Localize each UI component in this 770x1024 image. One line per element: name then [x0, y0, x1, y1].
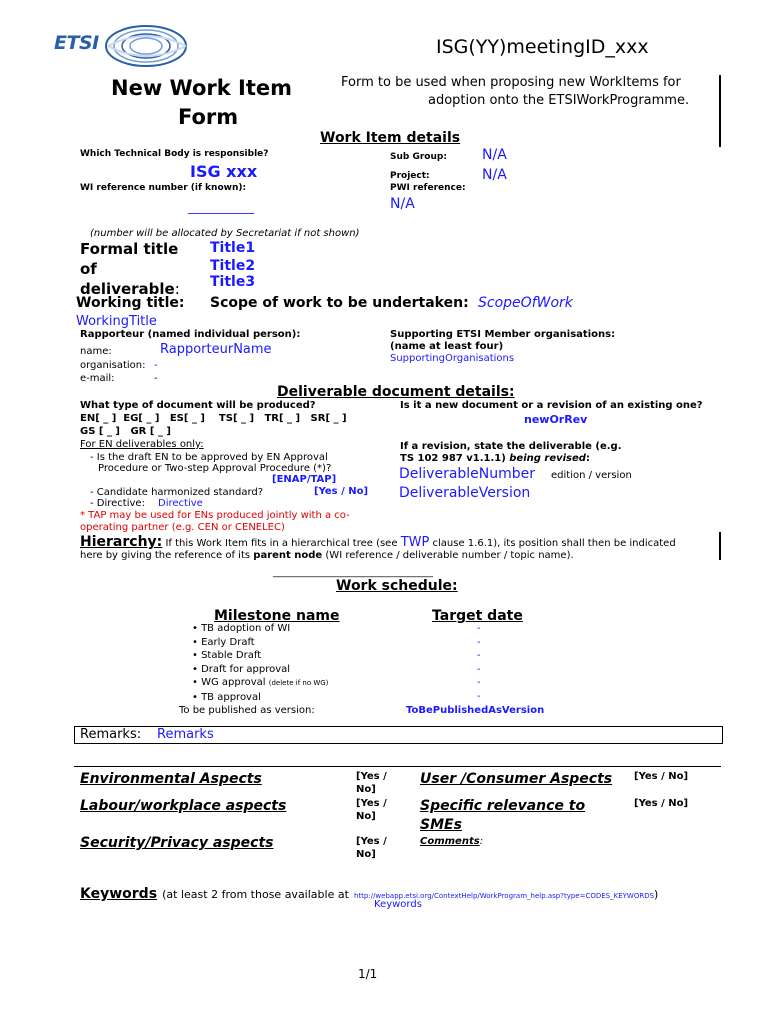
en-q3-value[interactable]: Directive	[158, 498, 203, 509]
milestone-item: • WG approval (delete if no WG)	[192, 676, 328, 691]
sme-label-1: Specific relevance to	[420, 798, 586, 814]
hierarchy-underscore: ________________________________	[273, 567, 433, 578]
type-question: What type of document will be produced?	[80, 400, 316, 411]
milestone-item: • Stable Draft	[192, 649, 328, 663]
en-q2: - Candidate harmonized standard?	[90, 487, 264, 498]
tb-value: ISG xxx	[190, 162, 258, 181]
types-line-2[interactable]: GS [ _ ] GR [ _ ]	[80, 426, 171, 437]
rapporteur-email-label: e-mail:	[80, 373, 115, 384]
env-aspects-value-2[interactable]: No]	[356, 784, 376, 795]
keywords-link[interactable]: http://webapp.etsi.org/ContextHelp/WorkProgram_help.asp?type=CODES_KEYWORDS	[353, 892, 655, 900]
env-aspects-label: Environmental Aspects	[80, 771, 262, 787]
env-aspects-value-1[interactable]: [Yes /	[356, 771, 387, 782]
sme-value[interactable]: [Yes / No]	[634, 798, 689, 809]
title-1: Title1	[210, 240, 256, 256]
target-date[interactable]: -	[477, 650, 481, 662]
rapporteur-email-value: -	[154, 373, 158, 384]
hierarchy-right-rule	[719, 532, 721, 560]
deliverable-version: DeliverableVersion	[399, 485, 531, 501]
header-right-rule	[719, 75, 721, 147]
allocation-note: (number will be allocated by Secretariat if not shown)	[90, 228, 360, 239]
labour-aspects-label: Labour/workplace aspects	[80, 798, 287, 814]
etsi-logo-text: ETSI	[54, 32, 99, 54]
pwi-label: PWI reference:	[390, 183, 466, 193]
user-aspects-label: User /Consumer Aspects	[420, 771, 613, 787]
hierarchy-label: Hierarchy:	[80, 534, 163, 550]
work-schedule-heading: Work schedule:	[336, 578, 458, 594]
target-date[interactable]: -	[477, 677, 481, 689]
target-date[interactable]: -	[477, 623, 481, 634]
target-dates	[477, 622, 481, 704]
comments-label: Comments:	[420, 836, 484, 847]
intro-line-1: Form to be used when proposing new WorkItems for	[341, 75, 681, 90]
en-q1-value[interactable]: [ENAP/TAP]	[272, 474, 337, 485]
sme-label-2: SMEs	[420, 817, 462, 833]
tap-note-2: operating partner (e.g. CEN or CENELEC)	[80, 522, 285, 533]
scope-value: ScopeOfWork	[478, 295, 573, 311]
keywords-value[interactable]: Keywords	[374, 899, 422, 910]
tb-label: Which Technical Body is responsible?	[80, 149, 269, 159]
deliverable-number: DeliverableNumber	[399, 466, 536, 482]
work-item-details-heading: Work Item details	[320, 130, 461, 146]
target-col-header: Target date	[432, 608, 523, 624]
revision-label-1: If a revision, state the deliverable (e.g.	[400, 441, 622, 452]
tap-note-1: * TAP may be used for ENs produced jointly with a co-	[80, 510, 350, 521]
project-label: Project:	[390, 171, 430, 181]
rapporteur-org-label: organisation:	[80, 360, 146, 371]
edition-label: edition / version	[551, 470, 632, 481]
new-or-rev-value[interactable]: newOrRev	[524, 413, 588, 426]
target-date[interactable]: -	[477, 690, 481, 702]
support-label-2: (name at least four)	[390, 341, 504, 352]
en-q1-line-2: Procedure or Two-step Approval Procedure (*)?	[98, 463, 332, 474]
meeting-id: ISG(YY)meetingID_xxx	[436, 36, 649, 58]
working-title-label: Working title:	[76, 295, 185, 311]
en-only-label: For EN deliverables only:	[80, 439, 204, 450]
etsi-logo	[50, 22, 190, 70]
en-q1-line-1: - Is the draft EN to be approved by EN Approval	[90, 452, 328, 463]
milestone-item: • TB adoption of WI	[192, 622, 328, 636]
title-3: Title3	[210, 274, 256, 290]
rapporteur-org-value: -	[154, 360, 158, 371]
publish-value[interactable]: ToBePublishedAsVersion	[406, 705, 545, 716]
wi-ref-label: WI reference number (if known):	[80, 183, 247, 193]
hierarchy-line-1: Hierarchy: If this Work Item fits in a hierarchical tree (see TWP clause 1.6.1), its position shall then be indicated	[80, 534, 676, 550]
rapporteur-label: Rapporteur (named individual person):	[80, 329, 301, 340]
keywords-line: Keywords (at least 2 from those available at http://webapp.etsi.org/ContextHelp/WorkProgram_help.asp?type=CODES_KEYWORDS)	[80, 886, 659, 902]
wi-ref-value[interactable]: ___________	[188, 200, 254, 214]
page-number: 1/1	[358, 967, 378, 981]
pwi-value: N/A	[390, 196, 415, 212]
keywords-label: Keywords	[80, 886, 158, 902]
deliverable-heading: Deliverable document details:	[277, 384, 515, 400]
project-value: N/A	[482, 167, 507, 183]
rapporteur-name-value: RapporteurName	[160, 342, 272, 357]
milestone-item: • Draft for approval	[192, 663, 328, 677]
formal-title-label-1: Formal title	[80, 240, 179, 258]
support-label-1: Supporting ETSI Member organisations:	[390, 329, 616, 340]
form-title-2: Form	[178, 105, 239, 129]
milestone-col-header: Milestone name	[214, 608, 340, 624]
formal-title-label-2: of	[80, 260, 97, 278]
new-or-rev-question: Is it a new document or a revision of an existing one?	[400, 400, 703, 411]
formal-title-label-3: deliverable:	[80, 280, 180, 298]
subgroup-value: N/A	[482, 147, 507, 163]
revision-label-2: TS 102 987 v1.1.1) being revised:	[400, 453, 590, 464]
twp-link[interactable]: TWP	[400, 535, 430, 550]
remarks-value[interactable]: Remarks	[157, 727, 214, 742]
title-2: Title2	[210, 258, 256, 274]
support-value: SupportingOrganisations	[390, 353, 515, 364]
security-aspects-value-1[interactable]: [Yes /	[356, 836, 387, 847]
labour-aspects-value-2[interactable]: No]	[356, 811, 376, 822]
publish-label: To be published as version:	[179, 705, 315, 716]
scope-label: Scope of work to be undertaken:	[210, 295, 469, 311]
hierarchy-line-2: here by giving the reference of its parent node (WI reference / deliverable number / topic name).	[80, 550, 574, 561]
milestone-item: • Early Draft	[192, 636, 328, 650]
aspects-top-rule	[74, 766, 721, 767]
en-q2-value[interactable]: [Yes / No]	[314, 486, 369, 497]
user-aspects-value[interactable]: [Yes / No]	[634, 771, 689, 782]
working-title-value: WorkingTitle	[76, 314, 157, 329]
rapporteur-name-label: name:	[80, 346, 112, 357]
milestone-item: • TB approval	[192, 691, 328, 705]
security-aspects-label: Security/Privacy aspects	[80, 835, 274, 851]
form-title-1: New Work Item	[111, 76, 292, 100]
remarks-label: Remarks:	[80, 727, 142, 742]
types-line-1[interactable]: EN[ _ ] EG[ _ ] ES[ _ ] TS[ _ ] TR[ _ ] SR[ _ ]	[80, 413, 347, 424]
target-date[interactable]: -	[477, 636, 481, 648]
intro-line-2: adoption onto the ETSIWorkProgramme.	[428, 93, 690, 108]
subgroup-label: Sub Group:	[390, 152, 447, 162]
labour-aspects-value-1[interactable]: [Yes /	[356, 798, 387, 809]
target-date[interactable]: -	[477, 663, 481, 675]
security-aspects-value-2[interactable]: No]	[356, 849, 376, 860]
en-q3: - Directive:	[90, 498, 145, 509]
milestone-list	[192, 622, 328, 705]
